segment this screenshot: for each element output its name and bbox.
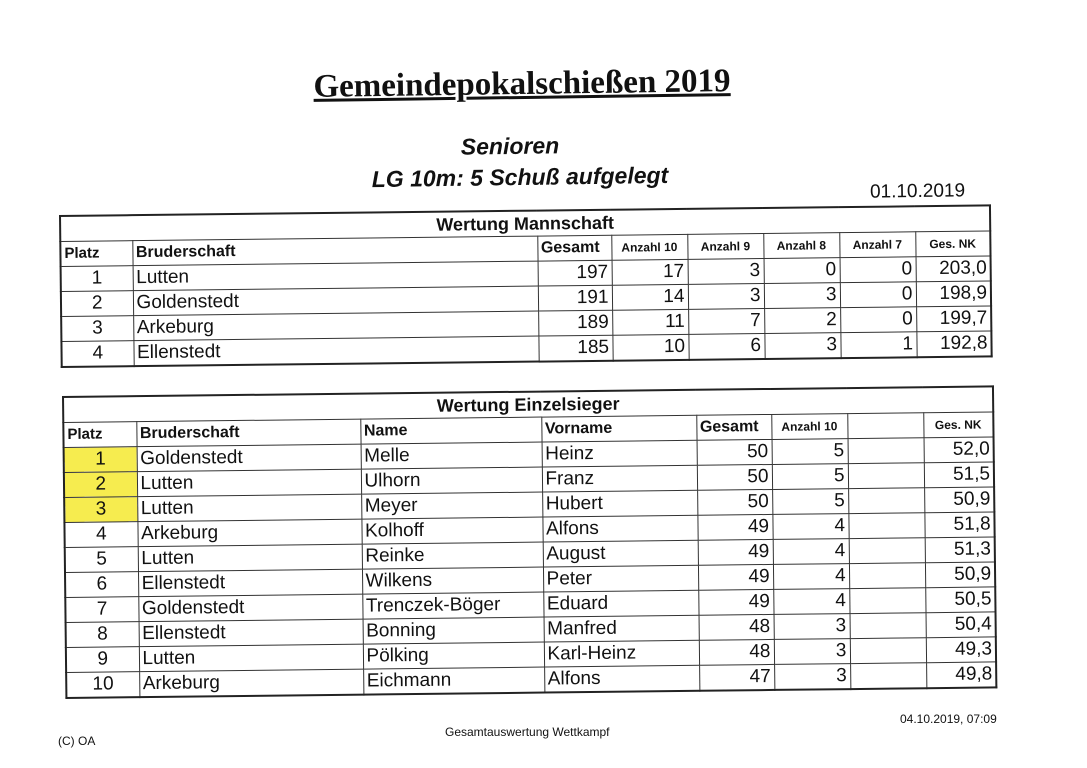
document-title: Gemeindepokalschießen 2019 (313, 63, 731, 105)
table-cell: 4 (773, 564, 849, 590)
table-cell: Arkeburg (139, 669, 363, 697)
table-cell: Trenczek-Böger (362, 592, 543, 619)
column-header: Bruderschaft (132, 236, 537, 266)
table-cell: 17 (612, 259, 688, 285)
table-cell: 3 (764, 283, 840, 309)
table-cell: 50,4 (926, 612, 996, 638)
table-cell: Goldenstedt (137, 444, 361, 472)
table-cell: 49 (698, 564, 773, 590)
table-cell: Lutten (133, 261, 538, 291)
table-cell: 5 (772, 464, 848, 490)
column-header: Platz (63, 422, 136, 448)
table-cell: 10 (66, 672, 139, 698)
table-cell: 49 (698, 539, 773, 565)
table-cell: Ellenstedt (133, 336, 538, 366)
table-cell: Ellenstedt (138, 569, 362, 597)
column-header: Gesamt (537, 235, 611, 261)
table-cell: 47 (699, 664, 774, 690)
column-header: Anzahl 7 (839, 232, 915, 258)
table-cell: 50,9 (924, 487, 994, 513)
table-cell: Alfons (542, 515, 697, 542)
table-cell (848, 463, 924, 489)
table-cell: Ulhorn (361, 467, 542, 494)
table-cell: Meyer (361, 492, 542, 519)
table-cell: 1 (840, 332, 916, 358)
table-cell: Lutten (138, 544, 362, 572)
table-cell: Hubert (542, 490, 697, 517)
table-cell: 185 (538, 335, 612, 361)
table-cell: Lutten (139, 644, 363, 672)
table-cell: 8 (66, 622, 139, 648)
table-cell: 49 (698, 589, 773, 615)
table-cell: Alfons (544, 665, 699, 692)
table-cell: 4 (61, 341, 133, 367)
table-cell: 5 (772, 489, 848, 515)
table-cell: 2 (61, 291, 133, 317)
discipline-label: LG 10m: 5 Schuß aufgelegt (371, 161, 669, 193)
table-cell: 0 (840, 307, 916, 333)
table-cell: Arkeburg (137, 519, 361, 547)
table-cell (848, 513, 924, 539)
table-cell: August (543, 540, 698, 567)
table-cell: Lutten (137, 469, 361, 497)
table-cell: 5 (65, 547, 138, 573)
table-cell: 3 (774, 639, 850, 665)
table-cell: 14 (612, 284, 688, 310)
footer-timestamp: 04.10.2019, 07:09 (900, 712, 997, 726)
table-cell: 1 (64, 447, 137, 473)
table-cell: 6 (688, 334, 764, 360)
table-cell: 48 (699, 639, 774, 665)
table-cell: 50,5 (925, 587, 995, 613)
table-cell: 189 (538, 310, 612, 336)
footer-center-label: Gesamtauswertung Wettkampf (445, 725, 610, 739)
column-header: Anzahl 9 (687, 234, 763, 260)
table-cell: 50 (697, 489, 772, 515)
table-cell: Lutten (137, 494, 361, 522)
table-cell: 50 (697, 439, 772, 465)
table-cell: Melle (361, 442, 542, 469)
table-cell: Bonning (363, 617, 544, 644)
table-cell: 191 (538, 285, 612, 311)
column-header: Platz (60, 241, 132, 267)
table-cell: 6 (65, 572, 138, 598)
team-results-table (59, 204, 993, 368)
table-cell: Goldenstedt (138, 594, 362, 622)
table-cell: 10 (612, 334, 688, 360)
table-cell: Eichmann (363, 667, 544, 695)
table-cell: 7 (65, 597, 138, 623)
individual-table-body (64, 437, 997, 698)
document-subtitle: Senioren (460, 132, 560, 160)
event-date: 01.10.2019 (869, 180, 966, 203)
table-cell: Kolhoff (361, 517, 542, 544)
individual-table-caption: Wertung Einzelsieger (63, 386, 993, 422)
column-header: Ges. NK (915, 231, 990, 257)
table-cell: Pölking (363, 642, 544, 669)
table-cell: 3 (64, 497, 137, 523)
table-cell (850, 663, 926, 689)
table-cell: 199,7 (916, 306, 991, 332)
table-cell: 51,8 (924, 512, 994, 538)
table-cell (849, 538, 925, 564)
table-cell (848, 488, 924, 514)
column-header: Anzahl 10 (771, 414, 847, 440)
table-cell: 7 (688, 309, 764, 335)
table-cell: 50 (697, 464, 772, 490)
column-header: Name (360, 417, 541, 444)
table-cell: Wilkens (362, 567, 543, 594)
footer-copyright: (C) OA (58, 734, 96, 748)
table-cell: 52,0 (924, 437, 994, 463)
column-header: Gesamt (696, 414, 771, 440)
column-header: Anzahl 8 (763, 233, 839, 259)
table-cell: 0 (840, 282, 916, 308)
table-cell: 2 (64, 472, 137, 498)
table-cell: 203,0 (916, 256, 991, 282)
table-cell: Peter (543, 565, 698, 592)
column-header (847, 413, 923, 439)
table-cell: 3 (688, 284, 764, 310)
table-cell: Eduard (543, 590, 698, 617)
table-cell: 51,3 (925, 537, 995, 563)
team-table-caption: Wertung Mannschaft (60, 205, 990, 241)
table-cell (849, 563, 925, 589)
table-cell (850, 638, 926, 664)
table-cell: 4 (64, 522, 137, 548)
table-cell: 49,3 (926, 637, 996, 663)
column-header: Vorname (541, 415, 696, 442)
table-cell: 2 (764, 308, 840, 334)
table-cell: Arkeburg (133, 311, 538, 341)
table-cell: 5 (772, 439, 848, 465)
table-cell: Heinz (542, 440, 697, 467)
table-cell: 198,9 (916, 281, 991, 307)
table-cell (850, 613, 926, 639)
table-cell: Ellenstedt (139, 619, 363, 647)
column-header: Anzahl 10 (611, 234, 687, 260)
column-header: Ges. NK (923, 412, 993, 438)
table-cell: 3 (688, 259, 764, 285)
table-cell: 48 (699, 614, 774, 640)
table-cell: Franz (542, 465, 697, 492)
table-cell: 51,5 (924, 462, 994, 488)
team-table-body (61, 256, 992, 367)
table-cell: 49 (697, 514, 772, 540)
table-cell: 197 (538, 260, 612, 286)
table-cell: 49,8 (926, 662, 996, 688)
table-cell: 3 (774, 664, 850, 690)
table-cell: 3 (774, 614, 850, 640)
table-cell: 192,8 (916, 331, 991, 357)
table-cell (848, 438, 924, 464)
table-cell: 0 (840, 257, 916, 283)
table-cell: Manfred (544, 615, 699, 642)
column-header: Bruderschaft (136, 419, 360, 447)
table-cell: 4 (773, 589, 849, 615)
table-cell: 11 (612, 309, 688, 335)
table-cell: 50,9 (925, 562, 995, 588)
table-cell: 4 (773, 539, 849, 565)
table-cell (849, 588, 925, 614)
table-cell: 4 (772, 514, 848, 540)
table-cell: 3 (61, 316, 133, 342)
table-cell: 1 (61, 266, 133, 292)
table-cell: 3 (764, 333, 840, 359)
table-cell: Goldenstedt (133, 286, 538, 316)
individual-results-table (62, 385, 997, 699)
table-cell: 0 (764, 258, 840, 284)
table-cell: Karl-Heinz (544, 640, 699, 667)
table-cell: Reinke (362, 542, 543, 569)
table-cell: 9 (66, 647, 139, 673)
